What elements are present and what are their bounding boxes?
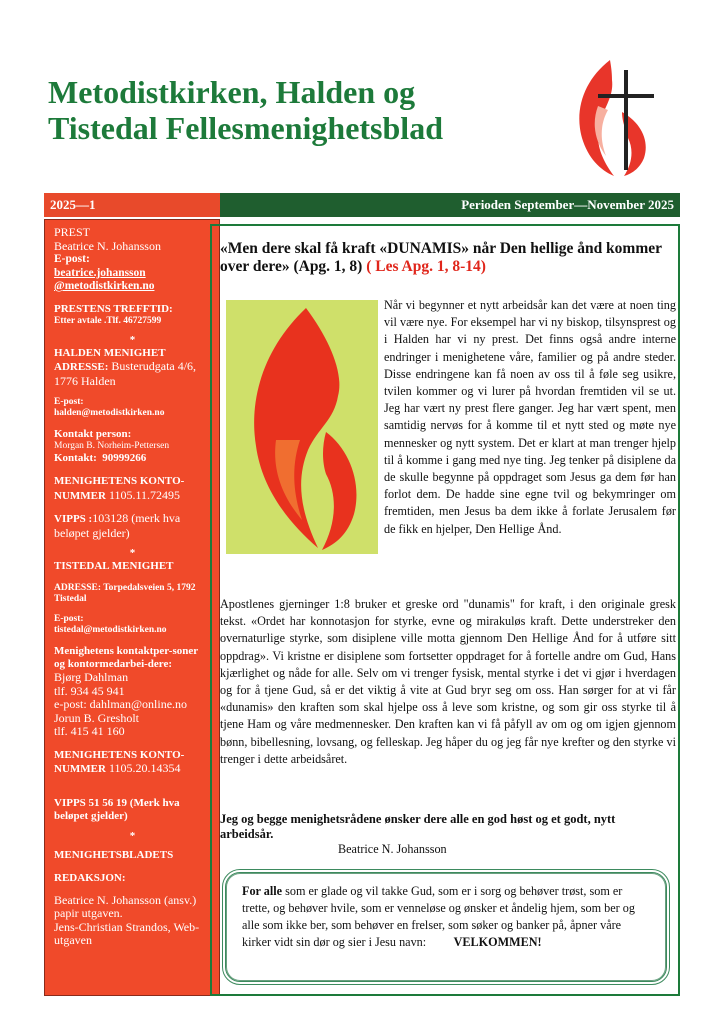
contact-phone-label: Kontakt:: [54, 452, 97, 464]
article: [210, 224, 680, 996]
tistedal-email-label: E-post:: [54, 614, 84, 624]
headline-text: «Men dere skal få kraft «DUNAMIS» når Den hellige ånd kommer over dere» (Apg. 1, 8): [220, 240, 662, 275]
flame-illustration: [226, 300, 378, 554]
welcome-closing: VELKOMMEN!: [453, 935, 542, 949]
contact-name: Morgan B. Norheim-Pettersen: [54, 441, 170, 451]
contacts-label: Menighetens kontaktper-soner og kontormedarbei-dere:: [54, 645, 198, 670]
editor-2: Jens-Christian Strandos, Web-utgaven: [54, 919, 200, 947]
tistedal-email[interactable]: tistedal@metodistkirken.no: [54, 625, 167, 635]
tistedal-label: TISTEDAL MENIGHET: [54, 560, 174, 572]
separator-star: *: [129, 333, 136, 346]
account-tistedal: 1105.20.14354: [108, 761, 181, 775]
separator-star: *: [129, 547, 136, 559]
vipps-halden: 103128 (merk hva beløpet gjelder): [54, 511, 181, 540]
halden-email-label: E-post:: [54, 397, 84, 407]
contact-label: Kontakt person:: [54, 428, 132, 440]
contact-phone: 90999266: [102, 452, 147, 464]
contact2-phone: tlf. 415 41 160: [54, 724, 125, 738]
account-label: MENIGHETENS KONTO-NUMMER: [54, 475, 185, 502]
separator-star: *: [129, 829, 136, 842]
welcome-lead: For alle: [242, 884, 283, 898]
prest-label: PREST: [54, 225, 91, 239]
halden-email[interactable]: halden@metodistkirken.no: [54, 408, 165, 418]
account-halden: 1105.11.72495: [108, 487, 181, 502]
editorial-label: MENIGHETSBLADETS: [54, 848, 174, 861]
title-line-2: Tistedal Fellesmenighetsblad: [48, 110, 443, 146]
contact1-phone: tlf. 934 45 941: [54, 683, 125, 698]
editor-1: Beatrice N. Johansson (ansv.) papir utgaven.: [54, 892, 197, 920]
halden-address-label: ADRESSE:: [54, 361, 109, 373]
issue-number: 2025—1: [44, 193, 220, 217]
prest-email-link-2[interactable]: @metodistkirken.no: [54, 280, 155, 292]
contact2-name: Jorun B. Gresholt: [54, 710, 139, 725]
vipps-label: VIPPS :: [54, 513, 93, 525]
article-headline: [220, 240, 670, 276]
vipps-tistedal: VIPPS 51 56 19 (Merk hva beløpet gjelder): [54, 796, 180, 822]
prest-email-label: E-post:: [54, 253, 90, 265]
welcome-box: [222, 869, 670, 985]
article-paragraph-2: Apostlenes gjerninger 1:8 bruker et greske ord "dunamis" for kraft, i den originale gresk tekst. «Ordet har konnotasjon for styrke, evne og mirakuløs kraft. Dette understreker den overnaturlige styrke, som disiplene ville motta gjennom Den Hellige Ånd for å utføre sitt oppdrag». Vi kristne er disiplene som fortsetter oppdraget for å fortelle andre om Gud, Hans kjærlighet og nåde for alle. Selv om vi trenger fysisk, mental styrke i det vi gjør i hverdagen og for å tjene Gud, så er det viktig å vite at Gud bryr seg om oss. Han sørger for at vi får «dunamis» den kraften som skal hjelpe oss å leve som kristne, og som gir oss styrke til å tjene Ham og våre medmennesker. Den kraften kan vi få påfyll av om og om igjen gjennom bønn, bibellesning, lovsang, og felleskap. Jeg håper du og jeg får nye krefter og den styrke vi trenger i dette arbeidsåret.: [220, 597, 676, 766]
halden-address: Busterudgata 4/6, 1776 Halden: [54, 359, 197, 388]
tistedal-address: ADRESSE: Torpedalsveien 5, 1792 Tistedal: [54, 583, 196, 604]
prest-email-link-1[interactable]: beatrice.johansson: [54, 266, 146, 279]
title-line-1: Metodistkirken, Halden og: [48, 74, 416, 110]
headline-reference: ( Les Apg. 1, 8-14): [366, 258, 486, 275]
account-label-2: MENIGHETENS KONTO-NUMMER: [54, 748, 185, 775]
issue-period: Perioden September—November 2025: [220, 193, 680, 217]
office-hours-label: PRESTENS TREFFTID:: [54, 302, 173, 315]
article-paragraph-1: Når vi begynner et nytt arbeidsår kan det være at noen ting vil være nye. For eksempel har vi ny biskop, tilsynsprest og i Halden har vi ny prest. Det finns også andre interne endringer i menighetene våre, familier og på andre steder. Disse endringene kan få noen av oss til å føle seg usikre, tvilen kommer og vi lurer på hvordan fremtiden vil se ut. Jeg har vært ny prest flere ganger. Jeg har vært spent, men samtidig nervøs for å komme til et nytt sted og møte nye mennesker og nytt system. Det er klart at man trenger hjelp til å komme i gang med nye ting. Jeg tenker på disiplene da de skulle begynne på oppdraget som Jesus ga dem før han forlot dem. De hadde sine egne tvil og bekymringer om fremtiden, men Jesus ba dem ikke å forlate Jerusalem før de fikk en hjelper, Den Hellige Ånd.: [384, 298, 676, 536]
page-title: [48, 74, 568, 146]
sidebar: [44, 219, 220, 996]
contact1-name: Bjørg Dahlman: [54, 670, 129, 684]
article-signature: Beatrice N. Johansson: [338, 842, 447, 856]
editorial-label-2: REDAKSJON:: [54, 871, 126, 884]
article-wishes: Jeg og begge menighetsrådene ønsker dere alle en god høst og et godt, nytt arbeidsår.: [220, 812, 616, 841]
welcome-text: som er glade og vil takke Gud, som er i sorg og behøver trøst, som er trette, og behøver hvile, som er venneløse og ønsker et åndelig hjem, som ber og alle som ikke ber, som behøver en frelser, som søker og banker på, åpner våre kirker vidt sin dør og sier i Jesu navn:: [242, 884, 635, 949]
cross-and-flame-icon: [570, 52, 662, 178]
office-hours: Etter avtale .Tlf. 46727599: [54, 315, 162, 326]
halden-label: HALDEN MENIGHET: [54, 346, 166, 359]
contact1-email: e-post: dahlman@online.no: [54, 697, 188, 711]
prest-name: Beatrice N. Johansson: [54, 238, 161, 253]
